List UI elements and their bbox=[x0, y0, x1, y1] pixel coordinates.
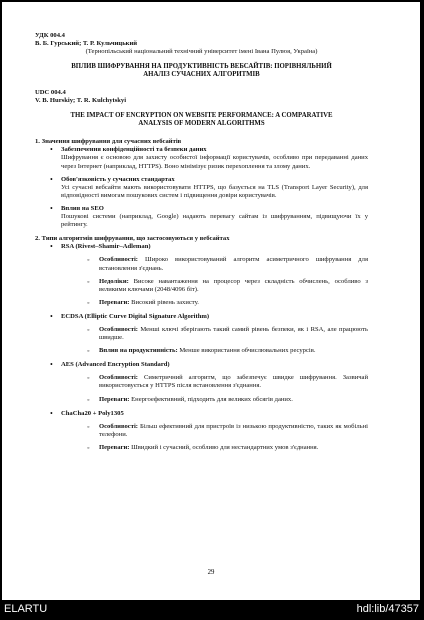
point-item bbox=[99, 347, 368, 355]
algorithm-points bbox=[61, 374, 368, 403]
list-item bbox=[61, 205, 368, 229]
item-heading: • Забезпечення конфіденційності та безпеки даних bbox=[61, 146, 207, 154]
point-text: Широко використовуваний алгоритм асиметричного шифрування для встановлення з'єднань. bbox=[99, 256, 368, 272]
footer-handle: hdl:lib/47357 bbox=[356, 603, 419, 615]
algorithm-name: • ECDSA (Elliptic Curve Digital Signature Algorithm) bbox=[61, 312, 210, 320]
point-item bbox=[99, 374, 368, 390]
item-body: Пошукові системи (наприклад, Google) надають перевагу сайтам із шифруванням, підвищуючи їх у рейтингу. bbox=[61, 213, 368, 229]
point-item bbox=[99, 396, 368, 404]
page-number: 29 bbox=[207, 569, 215, 576]
point-label: Особливості: bbox=[99, 325, 138, 333]
udc-ua: УДК 004.4 bbox=[35, 32, 65, 39]
point-text: Енергоефективний, підходить для великих обсягів даних. bbox=[129, 395, 293, 403]
algorithm-points bbox=[61, 256, 368, 306]
algorithm-points bbox=[61, 326, 368, 355]
point-item bbox=[99, 444, 368, 452]
point-label: Переваги: bbox=[99, 443, 130, 451]
algorithm-name: • ChaCha20 + Poly1305 bbox=[61, 409, 124, 417]
algorithm-item bbox=[61, 313, 368, 355]
section1-list bbox=[35, 146, 368, 229]
point-text: Менше використання обчислювальних ресурсів. bbox=[177, 347, 316, 355]
title-en bbox=[35, 112, 368, 128]
point-text: Високий рівень захисту. bbox=[129, 298, 199, 306]
footer-bar bbox=[0, 600, 424, 620]
point-label: Особливості: bbox=[99, 374, 138, 382]
section1-heading: 1. Значення шифрування для сучасних вебсайтів bbox=[35, 138, 182, 146]
point-item bbox=[99, 256, 368, 272]
title-ua-line2: АНАЛІЗ СУЧАСНИХ АЛГОРИТМІВ bbox=[143, 71, 260, 79]
point-label: Переваги: bbox=[99, 298, 130, 306]
item-heading: • Обов'язковість у сучасних стандартах bbox=[61, 175, 175, 183]
item-body: Шифрування є основою для захисту особистої інформації користувачів, особливо при передаванні даних через Інтернет (наприклад, HTTPS). Воно мінімізує ризик перехоплення та злому даних. bbox=[61, 154, 368, 170]
article-content bbox=[35, 32, 368, 452]
point-label: Особливості: bbox=[99, 256, 138, 264]
affiliation-ua: (Тернопільський національний технічний університет імені Івана Пулюя, Україна) bbox=[85, 48, 318, 56]
algorithm-name: • RSA (Rivest–Shamir–Adleman) bbox=[61, 243, 151, 251]
point-label: Недоліки: bbox=[99, 277, 129, 285]
algorithm-item bbox=[61, 243, 368, 307]
authors-ua: В. Б. Гурський; Т. Р. Кульчицький bbox=[35, 40, 138, 48]
title-ua-line1: ВПЛИВ ШИФРУВАННЯ НА ПРОДУКТИВНІСТЬ ВЕБСАЙТІВ: ПОРІВНЯЛЬНИЙ bbox=[71, 63, 332, 71]
algorithm-item bbox=[61, 361, 368, 403]
authors-en: V. B. Hurskiy; T. R. Kulchytskyi bbox=[35, 96, 127, 104]
algorithm-name: • AES (Advanced Encryption Standard) bbox=[61, 361, 170, 369]
point-item bbox=[99, 278, 368, 294]
point-text: Симетричний алгоритм, що забезпечує швидке шифрування. Зазвичай використовується у HTTPS після встановлення з'єднання. bbox=[99, 374, 368, 390]
point-text: Швидкий і сучасний, особливо для нестандартних умов з'єднання. bbox=[129, 443, 319, 451]
list-item bbox=[61, 146, 368, 170]
section2-heading: 2. Типи алгоритмів шифрування, що застосовуються у вебсайтах bbox=[35, 235, 230, 243]
title-en-line1: THE IMPACT OF ENCRYPTION ON WEBSITE PERFORMANCE: A COMPARATIVE bbox=[70, 111, 333, 119]
title-ua bbox=[35, 63, 368, 79]
section2-list bbox=[35, 243, 368, 452]
algorithm-item bbox=[61, 410, 368, 452]
list-item bbox=[61, 176, 368, 200]
footer-repository-label: ELARTU bbox=[4, 603, 48, 615]
point-item bbox=[99, 326, 368, 342]
point-text: Високе навантаження на процесор через складність обчислень, особливо з великими ключами (2048/4096 біт). bbox=[99, 277, 368, 293]
page bbox=[2, 2, 420, 600]
point-item bbox=[99, 299, 368, 307]
item-heading: • Вплив на SEO bbox=[61, 204, 104, 212]
udc-en: UDC 004.4 bbox=[35, 88, 66, 96]
algorithm-points bbox=[61, 423, 368, 452]
title-en-line2: ANALYSIS OF MODERN ALGORITHMS bbox=[138, 120, 265, 128]
item-body: Усі сучасні вебсайти мають використовувати HTTPS, що базується на TLS (Transport Layer Security), для відповідності вимогам пошукових систем і підвищення довіри користувачів. bbox=[61, 183, 368, 199]
point-text: Більш ефективний для пристроїв із низькою продуктивністю, таких як мобільні телефони. bbox=[99, 422, 368, 438]
point-label: Особливості: bbox=[99, 422, 138, 430]
point-text: Менші ключі зберігають такий самий рівень безпеки, як і RSA, але працюють швидше. bbox=[99, 325, 368, 342]
point-label: Вплив на продуктивність: bbox=[99, 347, 178, 355]
point-label: Переваги: bbox=[99, 395, 130, 403]
point-item bbox=[99, 423, 368, 439]
